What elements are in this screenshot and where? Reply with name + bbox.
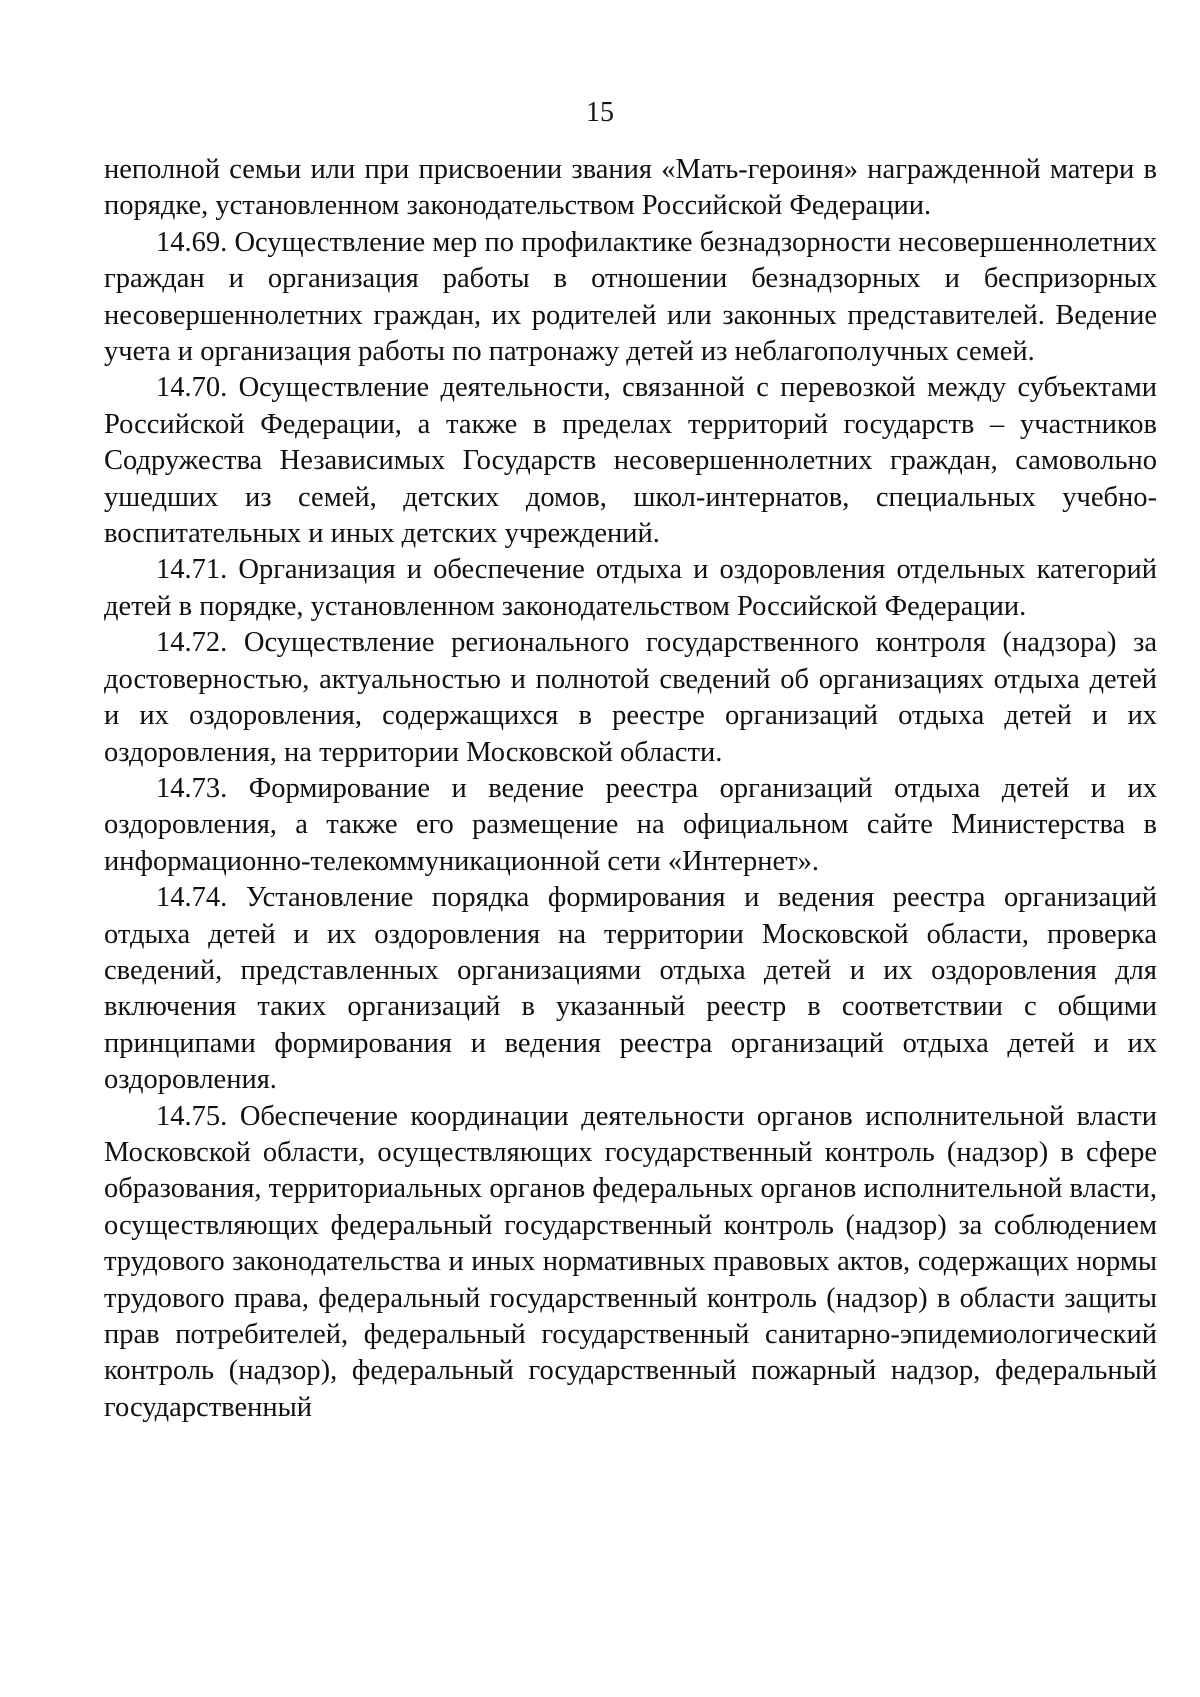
- paragraph-14-71: 14.71. Организация и обеспечение отдыха и оздоровления отдельных категорий детей в порядке, установленном законодательством Российской Федерации.: [104, 554, 1157, 622]
- paragraph-14-75: 14.75. Обеспечение координации деятельности органов исполнительной власти Московской области, осуществляющих государственный контроль (надзор) в сфере образования, территориальных органов федеральных органов исполнительной власти, осуществляющих федеральный государственный контроль (надзор) за соблюдением трудового законодательства и иных нормативных правовых актов, содержащих нормы трудового права, федеральный государственный контроль (надзор) в области защиты прав потребителей, федеральный государственный санитарно-эпидемиологический контроль (надзор), федеральный государственный пожарный надзор, федеральный государственный: [104, 1100, 1157, 1423]
- document-body: [104, 152, 1157, 1426]
- paragraph-14-74: 14.74. Установление порядка формирования и ведения реестра организаций отдыха детей и их оздоровления на территории Московской области, проверка сведений, представленных организациями отдыха детей и их оздоровления для включения таких организаций в указанный реестр в соответствии с общими принципами формирования и ведения реестра организаций отдыха детей и их оздоровления.: [104, 882, 1157, 1096]
- paragraph-14-72: 14.72. Осуществление регионального государственного контроля (надзора) за достоверностью, актуальностью и полнотой сведений об организациях отдыха детей и их оздоровления, содержащихся в реестре организаций отдыха детей и их оздоровления, на территории Московской области.: [104, 627, 1157, 768]
- paragraph-14-70: 14.70. Осуществление деятельности, связанной с перевозкой между субъектами Российской Федерации, а также в пределах территорий государств – участников Содружества Независимых Государств несовершеннолетних граждан, самовольно ушедших из семей, детских домов, школ-интернатов, специальных учебно-воспитательных и иных детских учреждений.: [104, 372, 1157, 550]
- paragraph-continuation: неполной семьи или при присвоении звания «Мать-героиня» награжденной матери в порядке, установленном законодательством Российской Федерации.: [104, 154, 1157, 222]
- paragraph-14-73: 14.73. Формирование и ведение реестра организаций отдыха детей и их оздоровления, а также его размещение на официальном сайте Министерства в информационно-телекоммуникационной сети «Интернет».: [104, 772, 1157, 877]
- paragraph-14-69: 14.69. Осуществление мер по профилактике безнадзорности несовершеннолетних граждан и организация работы в отношении безнадзорных и беспризорных несовершеннолетних граждан, их родителей или законных представителей. Ведение учета и организация работы по патронажу детей из неблагополучных семей.: [104, 226, 1157, 368]
- page-number: 15: [586, 97, 614, 128]
